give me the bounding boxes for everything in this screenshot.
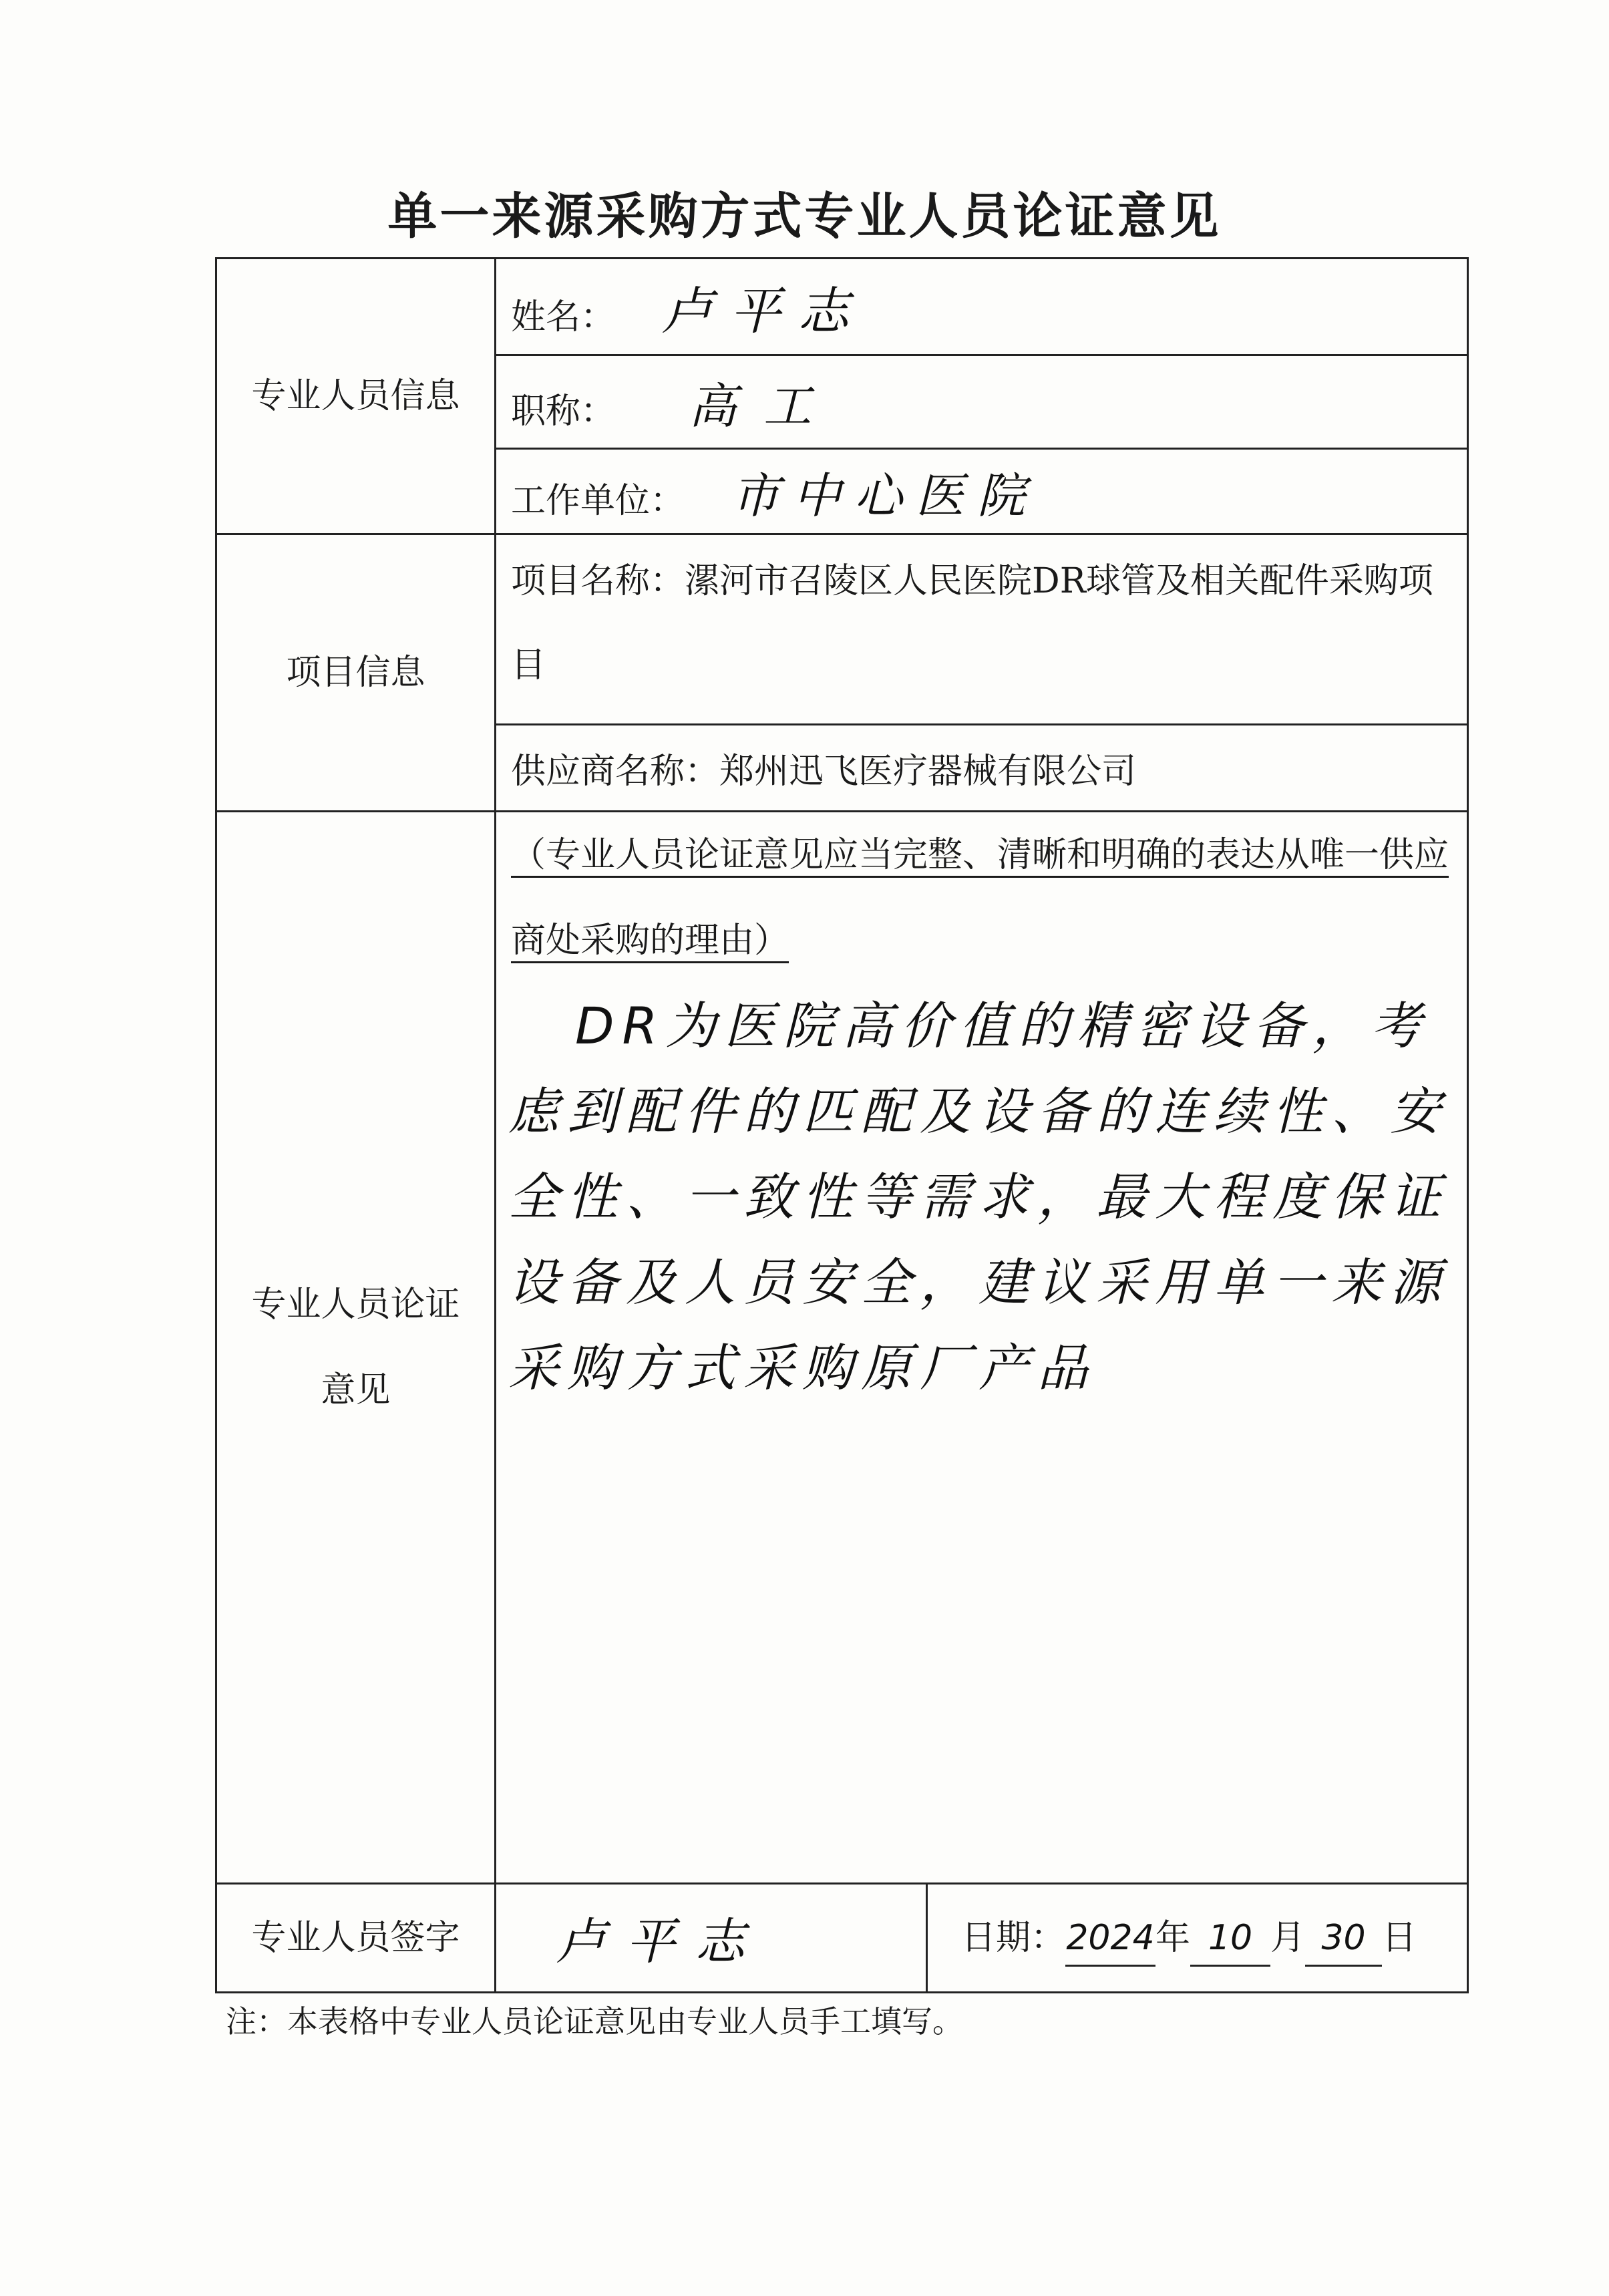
date-year-suffix: 年 — [1155, 1918, 1191, 1958]
opinion-cell — [496, 812, 1468, 1884]
footnote: 注：本表格中专业人员论证意见由专业人员手工填写。 — [226, 2003, 963, 2039]
project-name-label: 项目名称： — [511, 561, 685, 601]
signature-label: 专业人员签字 — [216, 1884, 496, 1993]
date-year: 2024 — [1065, 1911, 1155, 1967]
project-name-value: 漯河市召陵区人民医院DR球管及相关配件采购项目 — [511, 561, 1433, 685]
argumentation-form — [215, 257, 1469, 1993]
opinion-label: 专业人员论证意见 — [216, 812, 496, 1884]
date-day: 30 — [1305, 1911, 1382, 1967]
work-unit-label: 工作单位： — [511, 480, 685, 521]
title-row — [496, 355, 1468, 449]
project-name-row — [496, 534, 1468, 725]
date-month: 10 — [1190, 1911, 1270, 1967]
signature-handwritten: 卢平志 — [556, 1913, 765, 1971]
project-info-label: 项目信息 — [216, 534, 496, 812]
supplier-value: 郑州迅飞医疗器械有限公司 — [719, 752, 1137, 792]
date-cell — [927, 1884, 1468, 1993]
unit-row — [496, 449, 1468, 534]
expert-info-label: 专业人员信息 — [216, 259, 496, 534]
name-handwritten: 卢平志 — [662, 281, 867, 341]
name-label: 姓名： — [511, 297, 616, 337]
opinion-handwritten: DR为医院高价值的精密设备，考虑到配件的匹配及设备的连续性、安全性、一致性等需求，最大程度保证设备及人员安全，建议采用单一来源采购方式采购原厂产品 — [508, 996, 1449, 1398]
date-label: 日期： — [961, 1918, 1066, 1958]
job-title-label: 职称： — [511, 391, 616, 432]
opinion-instruction: （专业人员论证意见应当完整、清晰和明确的表达从唯一供应商处采购的理由） — [511, 835, 1449, 961]
job-title-handwritten: 高工 — [689, 377, 839, 434]
work-unit-handwritten: 市中心医院 — [731, 467, 1039, 524]
supplier-row — [496, 725, 1468, 812]
supplier-label: 供应商名称： — [511, 752, 720, 792]
date-month-suffix: 月 — [1270, 1918, 1306, 1958]
date-day-suffix: 日 — [1382, 1918, 1417, 1958]
signature-cell — [496, 1884, 927, 1993]
name-row — [496, 259, 1468, 355]
form-title: 单一来源采购方式专业人员论证意见 — [387, 188, 1222, 245]
